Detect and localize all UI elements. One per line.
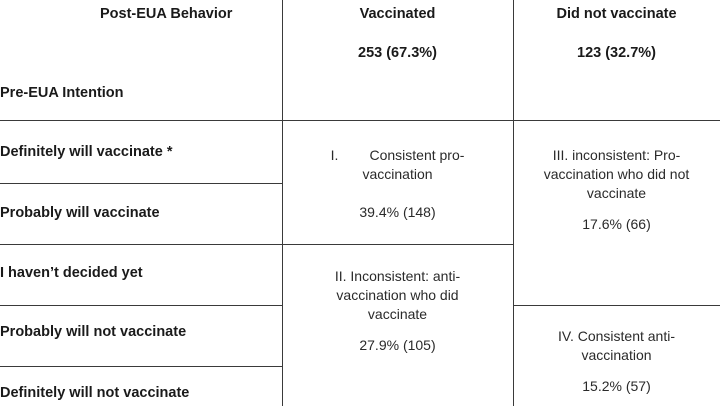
quadrant-4-value: 15.2% (57) <box>582 378 651 394</box>
quadrant-4 <box>513 327 720 396</box>
divider-row-3 <box>0 305 282 306</box>
vaccinated-count: 253 (67.3%) <box>358 45 437 61</box>
quadrant-4-label: vaccination <box>581 347 652 363</box>
quadrant-3-label: vaccination who did not <box>543 166 690 182</box>
divider-row-2-left <box>0 244 513 245</box>
row-label: Definitely will not vaccinate <box>0 385 190 401</box>
quadrant-3-label: vaccinate <box>586 185 647 201</box>
row-label: Probably will vaccinate <box>0 205 160 221</box>
quadrant-3 <box>513 146 720 234</box>
quadrant-2-label: vaccination who did <box>336 287 459 303</box>
row-label: I haven’t decided yet <box>0 265 143 281</box>
divider-header <box>0 120 720 121</box>
quadrant-1-value: 39.4% (148) <box>359 204 436 220</box>
pre-eua-intention-header: Pre-EUA Intention <box>0 85 124 101</box>
row-label: Definitely will vaccinate * <box>0 144 173 160</box>
quadrant-1 <box>282 146 513 222</box>
quadrant-1-label: I. Consistent pro- <box>330 147 465 163</box>
quadrant-3-value: 17.6% (66) <box>582 216 651 232</box>
not-vaccinated-header: Did not vaccinate <box>556 6 677 22</box>
vaccinated-header: Vaccinated <box>359 6 436 22</box>
row-label: Probably will not vaccinate <box>0 324 187 340</box>
divider-row-1 <box>0 183 282 184</box>
quadrant-1-label: vaccination <box>362 166 433 182</box>
quadrant-3-label: III. inconsistent: Pro- <box>552 147 681 163</box>
divider-row-3-right <box>513 305 720 306</box>
quadrant-2-label: II. Inconsistent: anti- <box>334 268 461 284</box>
post-eua-behavior-header: Post-EUA Behavior <box>100 6 233 22</box>
quadrant-2-value: 27.9% (105) <box>359 337 436 353</box>
quadrant-2-label: vaccinate <box>367 306 428 322</box>
quadrant-2 <box>282 267 513 355</box>
quadrant-4-label: IV. Consistent anti- <box>558 328 675 344</box>
not-vaccinated-count: 123 (32.7%) <box>577 45 656 61</box>
divider-row-4 <box>0 366 282 367</box>
